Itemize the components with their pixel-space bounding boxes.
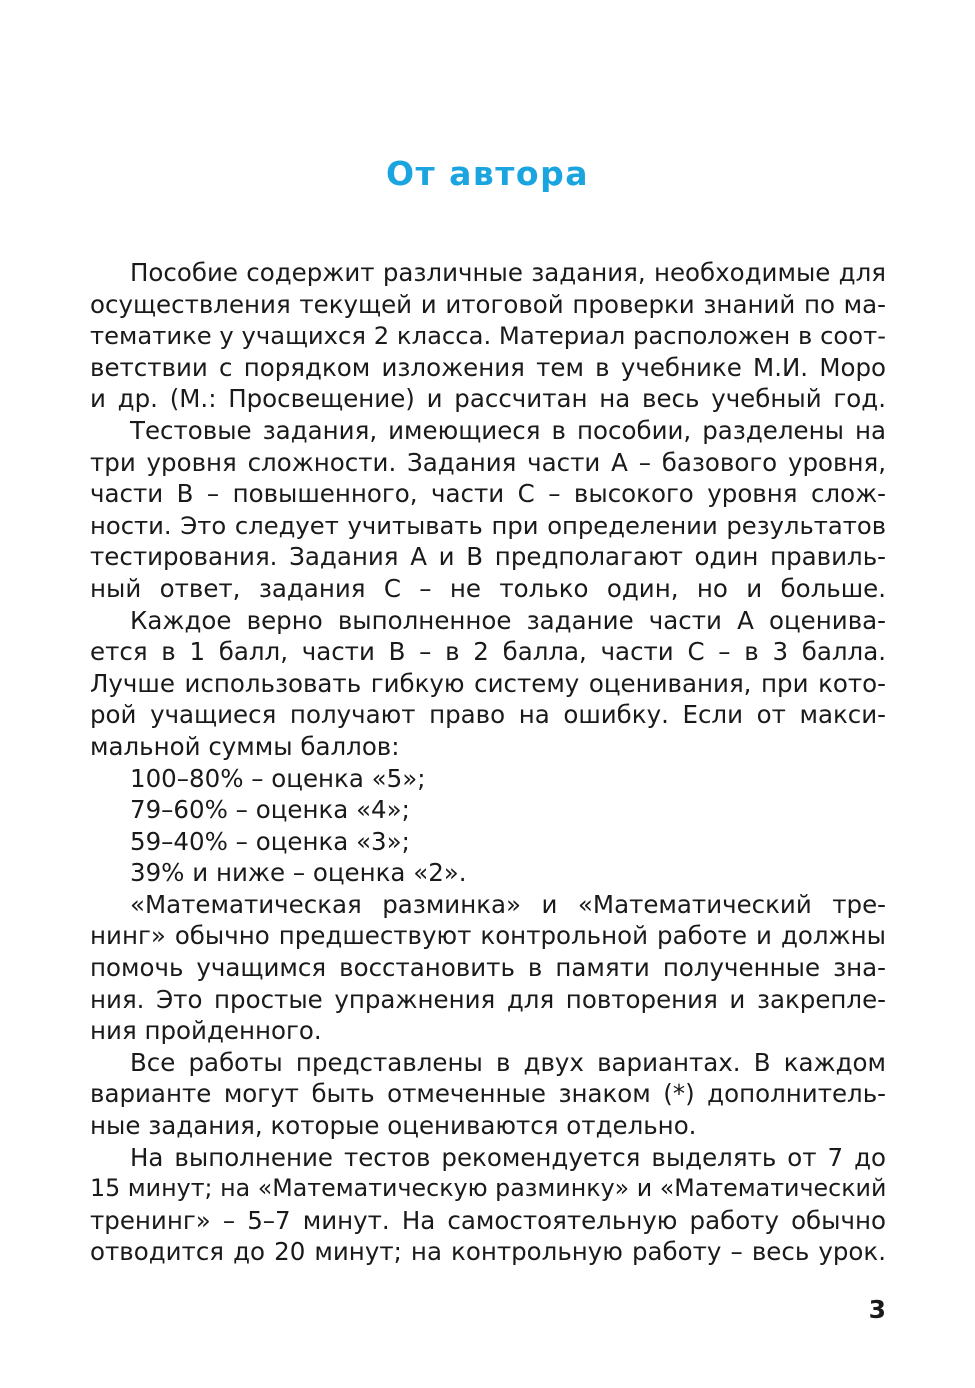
text-line: ный ответ, задания С – не только один, но и больше.	[90, 573, 886, 603]
text-line: три уровня сложности. Задания части А – базового уровня,	[90, 447, 886, 477]
text-line: тренинг» – 5–7 минут. На самостоятельную работу обычно	[90, 1205, 886, 1235]
text-line: ния пройденного.	[90, 1016, 322, 1046]
text-line: тематике у учащихся 2 класса. Материал расположен в соот-	[90, 321, 886, 351]
text-line: нинг» обычно предшествуют контрольной работе и должны	[90, 921, 886, 951]
text-line: ные задания, которые оцениваются отдельно.	[90, 1111, 697, 1141]
page-title: От автора	[385, 154, 589, 193]
text-line: ветствии с порядком изложения тем в учебнике М.И. Моро	[90, 352, 886, 382]
text-line: Тестовые задания, имеющиеся в пособии, разделены на	[130, 415, 886, 445]
text-line: Лучше использовать гибкую систему оценивания, при кото-	[90, 668, 886, 698]
text-line: «Математическая разминка» и «Математический тре-	[130, 889, 886, 919]
text-line: Все работы представлены в двух вариантах. В каждом	[130, 1047, 886, 1077]
text-line: и др. (М.: Просвещение) и рассчитан на весь учебный год.	[90, 384, 886, 414]
text-line: варианте могут быть отмеченные знаком (*) дополнитель-	[90, 1079, 886, 1109]
text-line: ется в 1 балл, части В – в 2 балла, части С – в 3 балла.	[90, 637, 886, 667]
text-line: отводится до 20 минут; на контрольную работу – весь урок.	[90, 1237, 886, 1267]
text-line: мальной суммы баллов:	[90, 731, 400, 761]
text-line: На выполнение тестов рекомендуется выделять от 7 до	[130, 1142, 886, 1172]
text-line: 100–80% – оценка «5»;	[130, 763, 426, 793]
text-line: части В – повышенного, части С – высокого уровня слож-	[90, 479, 886, 509]
text-line: 59–40% – оценка «3»;	[130, 826, 410, 856]
text-line: ности. Это следует учитывать при определении результатов	[90, 510, 886, 540]
body-text	[90, 257, 886, 1268]
text-line: 39% и ниже – оценка «2».	[130, 858, 467, 888]
text-line: помочь учащимся восстановить в памяти полученные зна-	[90, 953, 886, 983]
text-line: 15 минут; на «Математическую разминку» и «Математический	[90, 1174, 886, 1203]
text-line: тестирования. Задания А и В предполагают один правиль-	[90, 542, 886, 572]
text-line: 79–60% – оценка «4»;	[130, 795, 410, 825]
text-line: ния. Это простые упражнения для повторения и закрепле-	[90, 984, 886, 1014]
text-line: Пособие содержит различные задания, необходимые для	[130, 258, 886, 287]
page-number: 3	[868, 1295, 886, 1324]
text-line: Каждое верно выполненное задание части А оценива-	[130, 605, 886, 635]
text-line: осуществления текущей и итоговой проверки знаний по ма-	[90, 289, 886, 319]
text-line: рой учащиеся получают право на ошибку. Если от макси-	[90, 700, 886, 730]
